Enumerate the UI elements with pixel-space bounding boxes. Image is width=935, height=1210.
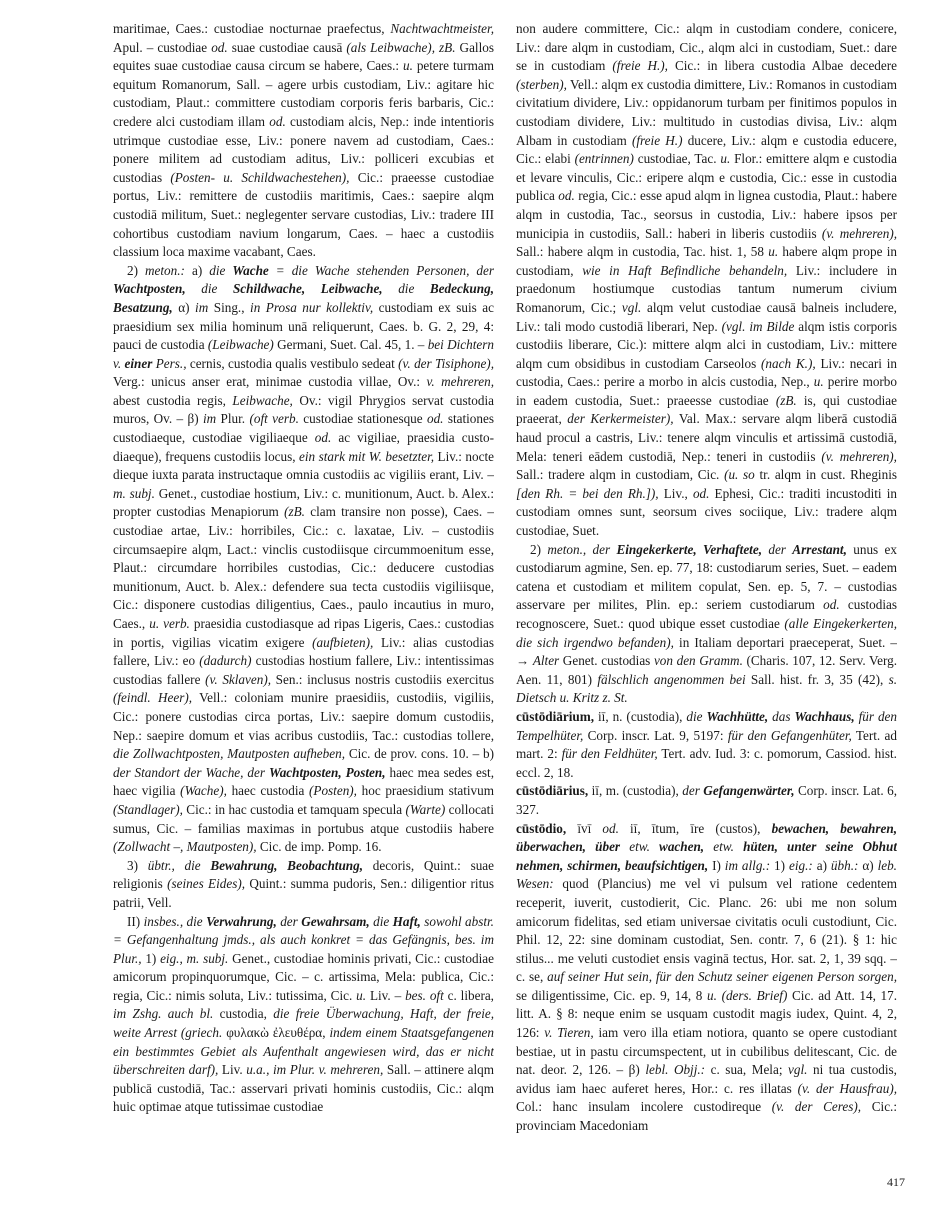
right-column-paragraph: non audere committere, Cic.: alqm in custodiam condere, conicere, Liv.: dare alqm in custodiam, Cic., alqm alci in custodiam, Suet.: dare se in custodiam (freie H.), Cic.: in libera custodia Albae decedere (sterben), Vell.: alqm ex custodia dimittere, Liv.: Romanos in custodiam civitatium dividere, Liv.: oppidanorum turbam per finitimos populos in custodiam dividere, Liv.: multitudo in custodias divisa, Liv.: alqm Albam in custodiam (freie H.) ducere, Liv.: alqm e custodia educere, Cic.: elabi (entrinnen) custodiae, Tac. u. Flor.: emittere alqm e custodia et levare vinculis, Cic.: eripere alqm e custodia, Cic.: esse in custodia publica od. regia, Cic.: esse apud alqm in lignea custodia, Plaut.: habere alqm in custodia, Tac., seorsus in custodia, Liv.: habere ipsos per municipia in custodiis, Sall.: haberi in liberis custodiis (v. mehreren), Sall.: habere alqm in custodia, Tac. hist. 1, 58 u. habere alqm prope in custodiam, wie in Haft Befindliche behandeln, Liv.: includere in praedonum hostiumque custodias tantum numerum civium Romanorum, Cic.; vgl. alqm velut custodiae causā balneis includere, Liv.: tali modo custodiā liberari, Nep. (vgl. im Bilde alqm istis corporis custodiis liberare, Cic.): mittere alqm alci in custodiam, Liv.: mittere alqm cum obsidibus in custodiam Carseolos (nach K.), Liv.: necari in custodia, Caes.: perire a morbo in alcis custodia, Nep., u. perire morbo in eadem custodia, Suet.: praeesse custodiae (zB. is, qui custodiae praeerat, der Kerkermeister), Val. Max.: servare alqm liberā custodiā haud procul a castris, Liv.: tenere alqm vinculis et artissimā custodiā, Mela: teneri eādem custodiā, Nep.: teneri in custodiis (v. mehreren), Sall.: tradere alqm in custodiam, Cic. (u. so tr. alqm in cust. Rheginis [den Rh. = bei den Rh.]), Liv., od. Ephesi, Cic.: traditi incustoditi in custodiam omnes sunt, seorsum cives sociique, Liv.: tradere alqm custodiae, Suet.: [516, 21, 897, 539]
right-column: [516, 20, 897, 1182]
left-column-paragraph: 3) übtr., die Bewahrung, Beobachtung, decoris, Quint.: suae religionis (seines Eides), Quint.: summa pudoris, Sen.: diligentior ritus patrii, Vell.: [113, 857, 494, 910]
left-column-paragraph: maritimae, Caes.: custodiae nocturnae praefectus, Nachtwachtmeister, Apul. – custodiae od. suae custodiae causā (als Leibwache), zB. Gallos equites suae custodiae causa circum se habere, Caes.: u. petere turmam equitum Romanorum, Sall. – agere urbis custodiam, Liv.: agitare hic custodiam, Plaut.: committere custodiam corporis feris barbaris, Cic.: credere alci custodiam illam od. custodiam alcis, Nep.: inde intentioris utrimque custodiae esse, Liv.: ponere navem ad custodiam, Caes.: ponere militem ad custodiam aditus, Liv.: polliceri excubias et custodias (Posten- u. Schildwachestehen), Cic.: praeesse custodiae portus, Liv.: remittere de custodiis maritimis, Caes.: saepire alqm custodiā militum, Suet.: neglegenter servare custodias, Liv.: tradere III cohortibus custodiam navium longarum, Caes. – haec a custodiis classium loca maxime vacabant, Caes.: [113, 21, 494, 260]
right-column-paragraph: cūstōdiārius, iī, m. (custodia), der Gefangenwärter, Corp. inscr. Lat. 6, 327.: [516, 783, 897, 817]
right-column-paragraph: cūstōdio, īvī od. iī, ītum, īre (custos), bewachen, bewahren, überwachen, über etw. wachen, etw. hüten, unter seine Obhut nehmen, schirmen, beaufsichtigen, I) im allg.: 1) eig.: a) übh.: α) leb. Wesen: quod (Plancius) me vel vi pulsum vel ratione cedentem receperit, iuverit, custodierit, Cic. Planc. 26: ubi me non solum amicorum fidelitas, sed etiam universae civitatis oculi custodiunt, Cic. Phil. 12, 22: sine dominam custodiat, Sen. contr. 7, 6 (21). § 1: hic stilus... me veluti custodiet ensis vaginā tectus, Hor. sat. 2, 1, 39 sqq. – c. se, auf seiner Hut sein, für den Schutz seiner eigenen Person sorgen, se diligentissime, Cic. ep. 9, 14, 8 u. (ders. Brief) Cic. ad Att. 14, 17. litt. A. § 8: neque enim se usquam custodit magis iudex, Quint. 4, 2, 126: v. Tieren, iam vero illa etiam notiora, quanto se opere custodiant bestiae, ut in pastu circumspectent, ut in cubilibus delitescant, Cic. de nat. deor. 2, 126. – β) lebl. Objj.: c. sua, Mela; vgl. ni tua custodis, avidus iam haec auferet heres, Hor.: c. res illatas (v. der Hausfrau), Col.: hanc insulam incolere custodireque (v. der Ceres), Cic.: provinciam Macedoniam: [516, 820, 897, 1134]
left-column: [113, 20, 494, 1182]
right-column-paragraph: cūstōdiārium, iī, n. (custodia), die Wachhütte, das Wachhaus, für den Tempelhüter, Corp. inscr. Lat. 9, 5197: für den Gefangenhüter, Tert. ad mart. 2: für den Feldhüter, Tert. adv. Iud. 3: c. pomorum, Cassiod. hist. eccl. 2, 18.: [516, 708, 897, 780]
page-number: 417: [887, 1175, 905, 1189]
left-column-paragraph: 2) meton.: a) die Wache = die Wache stehenden Personen, der Wachtposten, die Schildwache, Leibwache, die Bedeckung, Besatzung, α) im Sing., in Prosa nur kollektiv, custodiam ex suis ac praesidium sex milia hominum unā reliquerunt, Caes. b. G. 2, 29, 4: pauci de custodia (Leibwache) Germani, Suet. Cal. 45, 1. – bei Dichtern v. einer Pers., cernis, custodia qualis vestibulo sedeat (v. der Tisiphone), Verg.: unicus anser erat, minimae custodia villae, Ov.: v. mehreren, abest custodia regis, Leibwache, Ov.: vigil Phrygios servat custodia muros, Ov. – β) im Plur. (oft verb. custodiae stationesque od. stationes custodiaeque, custodiae vigiliaeque od. ac vigiliae, praesidia custodiaeque), frequens custodiis locus, ein stark mit W. besetzter, Liv.: nocte dieque iuxta parata instructaque omnia custodiis ac vigiliis erant, Liv. – m. subj. Genet., custodiae hostium, Liv.: c. munitionum, Auct. b. Alex.: propter custodias Menapiorum (zB. clam transire non posse), Caes. – custodiae artae, Liv.: horribiles, Cic.: c. laxatae, Liv. – custodiis circumsaepire alqm, Lact.: vinclis custodiisque circummoenitum esse, Plaut.: circumdare horribiles custodias, Cic.: deducere custodias munitionum, Auct. b. Alex.: defendere sua tecta custodiis vigiliisque, Cic.: disponere custodias diligentius, Caes., paulo incautius in muro, Caes., u. verb. praesidia custodiasque ad ripas Ligeris, Caes.: custodias in portis, vigilias vicatim exigere (aufbieten), Liv.: alias custodias fallere, Liv.: eo (dadurch) custodias hostium fallere, Liv.: intentissimas custodias fallere (v. Sklaven), Sen.: inclusus nostris custodiis exercitus (feindl. Heer), Vell.: coloniam munire praesidiis, custodiis, vigiliis, Cic.: ponere custodias circa portas, Liv.: saepire domum custodiis, Nep.: saepire domum et vias acribus custodiis, Tac.: custodias tollere, die Zollwachtposten, Mautposten aufheben, Cic. de prov. cons. 10. – b) der Standort der Wache, der Wachtposten, Posten, haec mea sedes est, haec vigilia (Wache), haec custodia (Posten), hoc praesidium stativum (Standlager), Cic.: in hac custodia et tamquam specula (Warte) collocati sumus, Cic. – familias maximas in portubus atque custodiis habere (Zollwacht –, Mautposten), Cic. de imp. Pomp. 16.: [113, 262, 494, 855]
left-column-paragraph: II) insbes., die Verwahrung, der Gewahrsam, die Haft, sowohl abstr. = Gefangenhaltung jmds., als auch konkret = das Gefängnis, bes. im Plur., 1) eig., m. subj. Genet., custodiae hominis privati, Cic.: custodiae amicorum propinquorumque, Cic. – c. artissima, Mela: publica, Cic.: regia, Cic.: nimis soluta, Liv.: tutissima, Cic. u. Liv. – bes. oft c. libera, im Zshg. auch bl. custodia, die freie Überwachung, Haft, der freie, weite Arrest (griech. φυλακὼ ἐλευθέρα, indem einem Staatsgefangenen ein bestimmtes Gebiet als Aufenthalt angewiesen wird, das er nicht überschreiten darf), Liv. u.a., im Plur. v. mehreren, Sall. – attinere alqm publicā custodiā, Tac.: asservari privati hominis custodiis, Cic.: alqm huic optimae atque tutissimae custodiae: [113, 913, 494, 1115]
right-column-paragraph: 2) meton., der Eingekerkerte, Verhaftete, der Arrestant, unus ex custodiarum agmine, Sen. ep. 77, 18: custodiarum series, Suet. – eadem catena et custodiam et militem copulat, Sen. ep. 5, 7. – custodias asservare per milites, Plin. ep.: seriem custodiarum od. custodias recognoscere, Suet.: quod ubique esset custodiae (alle Eingekerkerten, die sich irgendwo befanden), in Italiam deportari praeceperat, Suet. – → Alter Genet. custodias von den Gramm. (Charis. 107, 12. Serv. Verg. Aen. 11, 801) fälschlich angenommen bei Sall. hist. fr. 3, 35 (42), s. Dietsch u. Kritz z. St.: [516, 541, 897, 706]
